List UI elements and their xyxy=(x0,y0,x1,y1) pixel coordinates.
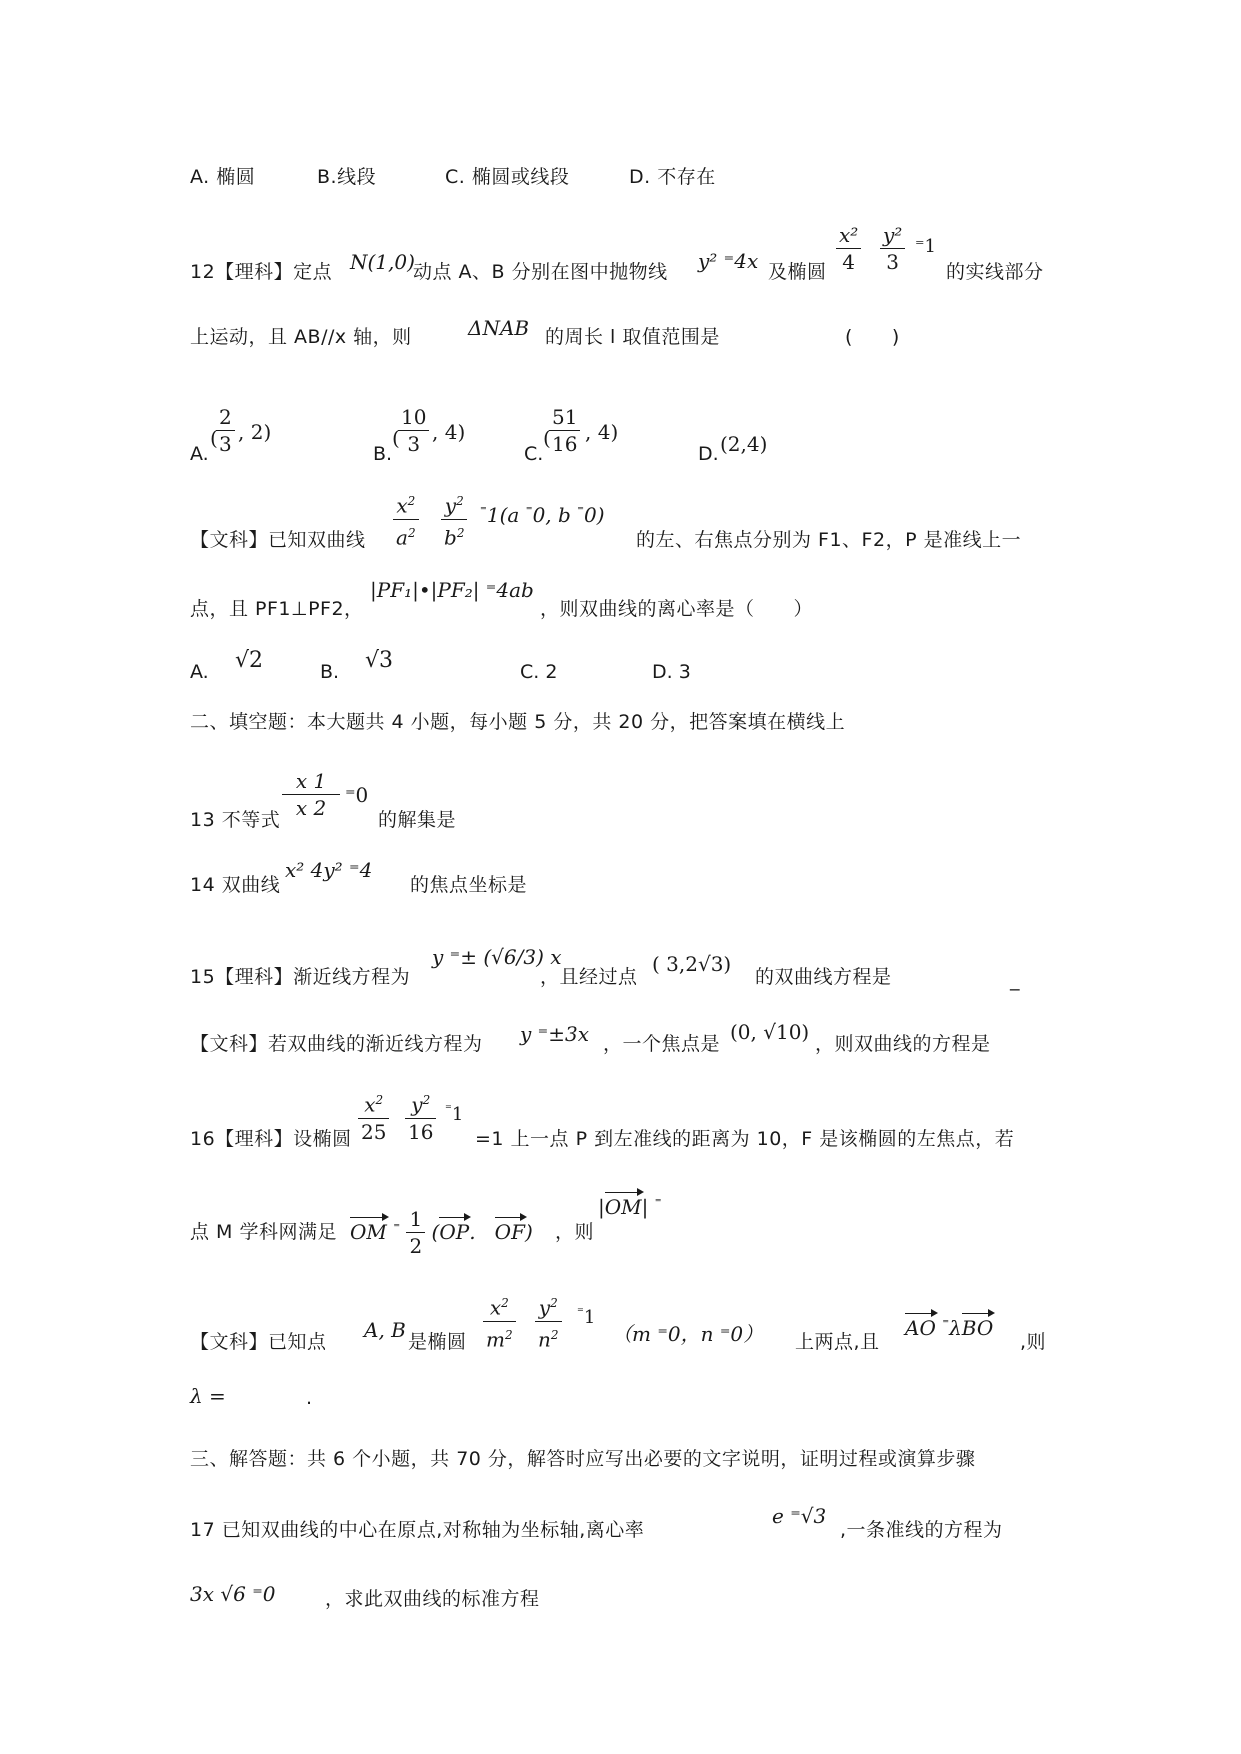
wenke12-opt-c: C. 2 xyxy=(520,661,558,683)
q16-prefix: 16【理科】设椭圆 xyxy=(190,1128,352,1150)
q12-ellipse-eq: ⁼1 xyxy=(915,236,936,257)
q17-eq: 3x √6 ⁼0 xyxy=(190,1582,276,1606)
q16-eq: ⁼1 xyxy=(445,1102,464,1125)
q11-option-b: B.线段 xyxy=(317,166,377,188)
q14-prefix: 14 双曲线 xyxy=(190,874,281,896)
wenke12-frac-2: $\frac{y^2}{b^2}$ xyxy=(441,488,467,550)
q15w-eq: y ⁼±3x xyxy=(520,1022,589,1046)
q12-opt-d-label: D. xyxy=(698,443,719,465)
wenke12-opt-a: √2 xyxy=(235,648,264,673)
q12-parabola: y² ⁼4x xyxy=(698,249,759,273)
q16w-cond: （m ⁼0，n ⁼0） xyxy=(612,1322,764,1346)
wenke12-text-1: 的左、右焦点分别为 F1、F2，P 是准线上一 xyxy=(636,529,1022,551)
q12-line2a: 上运动，且 AB//x 轴，则 xyxy=(190,326,412,348)
q15-blank: _ xyxy=(1010,969,1020,991)
section-2-heading: 二、填空题：本大题共 4 小题，每小题 5 分，共 20 分，把答案填在横线上 xyxy=(190,711,846,733)
q12-triangle: ΔNAB xyxy=(468,316,530,340)
q12-text-3: 的实线部分 xyxy=(946,261,1044,283)
q14-eq: x² 4y² ⁼4 xyxy=(285,858,373,882)
q12-ellipse-frac-1: $\frac{\text{x²}}{4}$ xyxy=(836,222,861,275)
q16-line2a: 点 M 学科网满足 xyxy=(190,1221,337,1243)
section-3-heading: 三、解答题：共 6 个小题，共 70 分，解答时应写出必要的文字说明，证明过程或演算步骤 xyxy=(190,1448,976,1470)
q12-text-2: 及椭圆 xyxy=(768,261,827,283)
wenke12-line2b: ，则双曲线的离心率是（ ） xyxy=(540,598,814,620)
q15-suffix: 的双曲线方程是 xyxy=(755,966,892,988)
q16-frac-1: $\frac{x^2}{25}$ xyxy=(358,1087,389,1145)
q17-line2: ，求此双曲线的标准方程 xyxy=(325,1588,540,1610)
q16w-line2: λ = xyxy=(190,1384,226,1408)
q12-opt-b-label: B. xyxy=(373,443,393,465)
q15-text-1: ，且经过点 xyxy=(540,966,638,988)
q16w-points: A, B xyxy=(364,1318,406,1342)
q16w-dot: . xyxy=(306,1387,313,1409)
q13-suffix: 的解集是 xyxy=(378,809,457,831)
wenke12-opt-b-label: B. xyxy=(320,661,340,683)
q11-option-a: A. 椭圆 xyxy=(190,166,256,188)
q16w-eq: ⁼1 xyxy=(577,1305,596,1328)
q15-point: ( 3,2√3) xyxy=(652,952,732,976)
wenke12-eq2: |PF₁|•|PF₂| ⁼4ab xyxy=(370,578,534,602)
q11-option-d: D. 不存在 xyxy=(629,166,716,188)
q16-line2b: ，则 xyxy=(555,1221,595,1243)
q16w-text-1: 是椭圆 xyxy=(408,1331,467,1353)
q17-text-1: ,一条准线的方程为 xyxy=(840,1519,1003,1541)
wenke12-frac-1: $\frac{x^2}{a^2}$ xyxy=(393,488,419,550)
q13-fraction: $\frac{x 1}{x 2}$ xyxy=(282,768,340,821)
q12-text-1: 动点 A、B 分别在图中抛物线 xyxy=(413,261,668,283)
q16-text-1: =1 上一点 P 到左准线的距离为 10，F 是该椭圆的左焦点，若 xyxy=(475,1128,1015,1150)
q15w-suffix: ，则双曲线的方程是 xyxy=(815,1033,991,1055)
q17-line1: 17 已知双曲线的中心在原点,对称轴为坐标轴,离心率 xyxy=(190,1519,645,1541)
q16-frac-2: $\frac{y^2}{16}$ xyxy=(405,1087,436,1145)
q17-ecc: e ⁼√3 xyxy=(772,1504,827,1528)
q15-prefix: 15【理科】渐近线方程为 xyxy=(190,966,411,988)
q15-eq: y ⁼± (√6/3) x xyxy=(432,945,562,969)
q12-opt-c-label: C. xyxy=(524,443,544,465)
q12-opt-a-label: A. xyxy=(190,443,209,465)
q16w-text-2: 上两点,且 xyxy=(795,1331,880,1353)
wenke12-prefix: 【文科】已知双曲线 xyxy=(190,529,366,551)
wenke12-opt-d: D. 3 xyxy=(652,661,691,683)
q13-prefix: 13 不等式 xyxy=(190,809,281,831)
q16-eq3: |OM| ⁼ xyxy=(598,1195,662,1219)
q15w-point: (0, √10) xyxy=(730,1020,810,1044)
q14-suffix: 的焦点坐标是 xyxy=(410,874,528,896)
q16-eq2: OM ⁼ $\frac{1}{2}$ (OP. OF) xyxy=(350,1207,533,1258)
q15w-prefix: 【文科】若双曲线的渐近线方程为 xyxy=(190,1033,483,1055)
wenke12-line2a: 点，且 PF1⊥PF2， xyxy=(190,598,364,620)
q12-paren: ( ) xyxy=(845,326,900,348)
q16w-frac-1: $\frac{x^2}{m^2}$ xyxy=(483,1290,516,1352)
wenke12-opt-b: √3 xyxy=(365,648,394,673)
wenke12-opt-a-label: A. xyxy=(190,661,209,683)
q12-ellipse-frac-2: $\frac{\text{y²}}{3}$ xyxy=(880,222,905,275)
q12-point: N(1,0) xyxy=(350,250,415,274)
q15w-text-1: ，一个焦点是 xyxy=(603,1033,721,1055)
q13-relation: ⁼0 xyxy=(345,783,369,807)
q12-prefix: 12【理科】定点 xyxy=(190,261,333,283)
q12-line2b: 的周长 l 取值范围是 xyxy=(545,326,720,348)
q16w-vec: AO ⁼λBO xyxy=(905,1316,994,1340)
q12-opt-d: (2,4) xyxy=(720,432,768,456)
q16w-text-3: ,则 xyxy=(1020,1331,1047,1353)
q11-option-c: C. 椭圆或线段 xyxy=(445,166,570,188)
q16w-frac-2: $\frac{y^2}{n^2}$ xyxy=(535,1290,562,1352)
q16w-prefix: 【文科】已知点 xyxy=(190,1331,327,1353)
wenke12-cond: ⁼1(a ⁼0, b ⁼0) xyxy=(480,503,605,527)
